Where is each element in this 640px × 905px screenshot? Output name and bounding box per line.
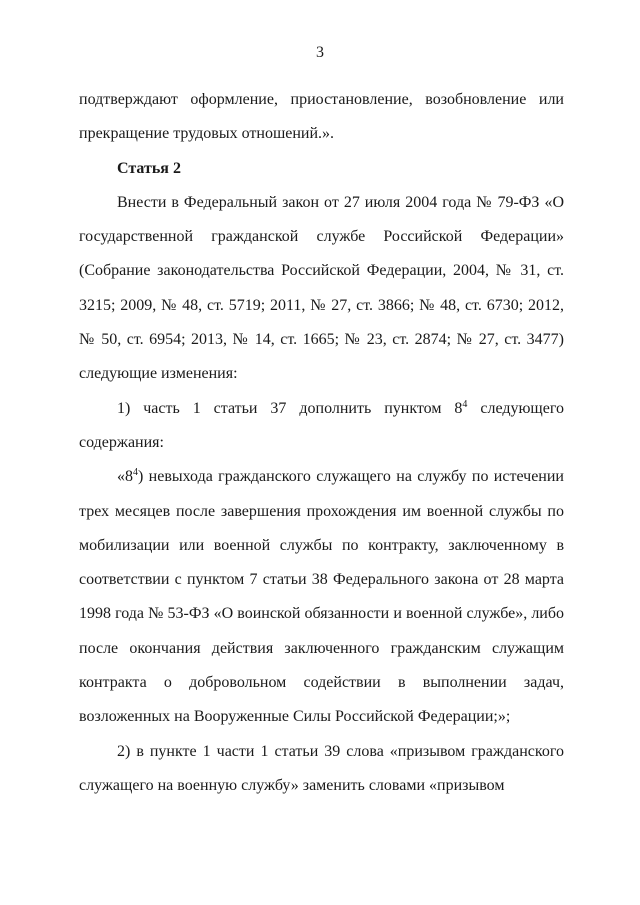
clause-text: ) невыхода гражданского служащего на службу по истечении трех месяцев после завершения прохождения им военной службы по мобилизации или военной службы по контракту, заключенному в соответствии с пунктом 7 статьи 38 Федерального закона от 28 марта 1998 года № 53-ФЗ «О воинской обязанности и военной службе», либо после окончания действия заключенного гражданским служащим контракта о добровольном содействии в выполнении задач, возложенных на Вооруженные Силы Российской Федерации;»; bbox=[79, 468, 564, 726]
paragraph-item-1 bbox=[79, 392, 564, 461]
paragraph-new-clause bbox=[79, 460, 564, 734]
paragraph-continuation: подтверждают оформление, приостановление, возобновление или прекращение трудовых отношений.». bbox=[79, 91, 564, 143]
item-1-text: 1) часть 1 статьи 37 дополнить пунктом 8 bbox=[117, 399, 463, 417]
article-heading: Статья 2 bbox=[117, 159, 181, 177]
item-1-superscript: 4 bbox=[462, 398, 468, 410]
clause-superscript: 4 bbox=[133, 467, 138, 479]
paragraph-amendment-intro: Внести в Федеральный закон от 27 июля 2004 года № 79-ФЗ «О государственной гражданской службе Российской Федерации» (Собрание законодательства Российской Федерации, 2004, № 31, ст. 3215; 2009, № 48, ст. 5719; 2011, № 27, ст. 3866; № 48, ст. 6730; 2012, № 50, ст. 6954; 2013, № 14, ст. 1665; № 23, ст. 2874; № 27, ст. 3477) следующие изменения: bbox=[79, 193, 564, 383]
clause-number: «8 bbox=[117, 468, 133, 486]
document-body bbox=[79, 83, 564, 803]
paragraph-item-2: 2) в пункте 1 части 1 статьи 39 слова «призывом гражданского служащего на военную службу» заменить словами «призывом bbox=[79, 742, 564, 794]
item-1-text-end: следующего содержания: bbox=[79, 399, 565, 451]
page-number: 3 bbox=[316, 44, 324, 61]
